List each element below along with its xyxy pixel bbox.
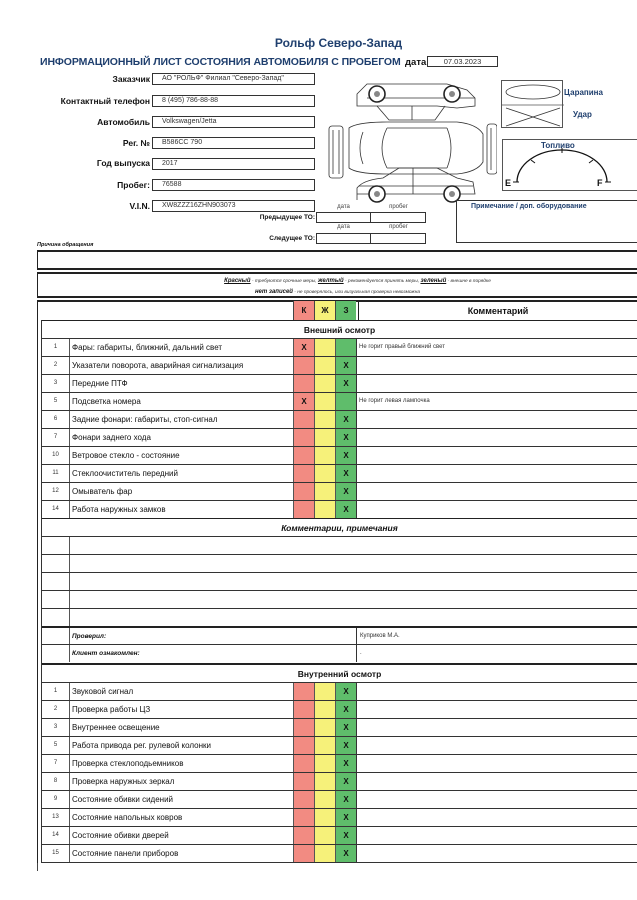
green-mark-cell[interactable]: X bbox=[335, 429, 356, 446]
client-ack-row bbox=[42, 644, 637, 662]
row-comment[interactable] bbox=[356, 845, 637, 862]
row-comment[interactable] bbox=[356, 357, 637, 374]
table-row bbox=[42, 446, 637, 464]
green-legend-label: зеленый bbox=[420, 278, 447, 284]
table-row bbox=[42, 826, 637, 844]
yellow-mark-cell[interactable] bbox=[314, 393, 335, 410]
scratch-label: Царапина bbox=[564, 88, 603, 97]
row-comment[interactable] bbox=[356, 429, 637, 446]
table-row bbox=[42, 844, 637, 862]
fuel-full-label: F bbox=[597, 178, 603, 188]
color-legend-line-2: нет записей - не проверялось, или визуальная проверка невозможна bbox=[254, 289, 421, 295]
green-mark-cell[interactable]: X bbox=[335, 447, 356, 464]
customer-field[interactable]: АО "РОЛЬФ" Филиал "Северо-Запад" bbox=[152, 73, 315, 85]
row-comment[interactable] bbox=[356, 447, 637, 464]
reg-number-label: Рег. № bbox=[122, 138, 150, 148]
check-item-name: Проверка стеклоподьемников bbox=[69, 755, 293, 772]
customer-label: Заказчик bbox=[112, 74, 150, 84]
red-mark-cell[interactable] bbox=[293, 375, 314, 392]
row-number: 7 bbox=[53, 434, 58, 440]
brand-title: Рольф Северо-Запад bbox=[274, 36, 403, 50]
client-ack-value[interactable]: . bbox=[356, 645, 637, 662]
red-mark-cell[interactable] bbox=[293, 465, 314, 482]
table-row bbox=[42, 464, 637, 482]
row-number: 11 bbox=[52, 470, 59, 476]
row-number: 2 bbox=[53, 706, 58, 712]
notes-label: Примечание / доп. оборудование bbox=[471, 203, 587, 210]
car-damage-diagram[interactable] bbox=[327, 76, 497, 204]
red-mark-cell[interactable] bbox=[293, 701, 314, 718]
col-header-yellow: Ж bbox=[314, 301, 335, 321]
row-number: 5 bbox=[53, 398, 58, 404]
green-mark-cell[interactable]: X bbox=[335, 737, 356, 754]
table-row bbox=[42, 338, 637, 356]
red-mark-cell[interactable]: X bbox=[293, 393, 314, 410]
row-comment[interactable] bbox=[356, 411, 637, 428]
row-number: 1 bbox=[53, 344, 58, 350]
check-item-name: Состояние напольных ковров bbox=[69, 809, 293, 826]
table-row bbox=[42, 482, 637, 500]
car-outline-icon bbox=[327, 76, 497, 204]
row-number: 7 bbox=[53, 760, 58, 766]
green-mark-cell[interactable]: X bbox=[335, 701, 356, 718]
date-field[interactable]: 07.03.2023 bbox=[427, 56, 498, 67]
next-date-caption: дата bbox=[337, 224, 350, 230]
red-mark-cell[interactable]: X bbox=[293, 339, 314, 356]
row-comment[interactable] bbox=[356, 773, 637, 790]
yellow-mark-cell[interactable] bbox=[314, 737, 335, 754]
comment-line[interactable] bbox=[42, 572, 637, 590]
check-item-name: Состояние обивки сидений bbox=[69, 791, 293, 808]
yellow-mark-cell[interactable] bbox=[314, 501, 335, 518]
checked-by-value[interactable]: Куприков М.А. bbox=[356, 628, 637, 644]
yellow-mark-cell[interactable] bbox=[314, 755, 335, 772]
red-mark-cell[interactable] bbox=[293, 827, 314, 844]
fuel-label: Топливо bbox=[541, 141, 575, 150]
check-item-name: Фонари заднего хода bbox=[69, 429, 293, 446]
table-row bbox=[42, 500, 637, 518]
check-item-name: Передние ПТФ bbox=[69, 375, 293, 392]
row-number: 1 bbox=[53, 688, 58, 694]
row-comment[interactable] bbox=[356, 755, 637, 772]
fuel-gauge-box[interactable] bbox=[502, 139, 637, 191]
yellow-mark-cell[interactable] bbox=[314, 465, 335, 482]
phone-label: Контактный телефон bbox=[60, 96, 150, 106]
table-row bbox=[42, 682, 637, 700]
row-comment[interactable] bbox=[356, 683, 637, 700]
green-mark-cell[interactable]: X bbox=[335, 501, 356, 518]
reason-field[interactable] bbox=[37, 250, 637, 270]
yellow-mark-cell[interactable] bbox=[314, 447, 335, 464]
yellow-mark-cell[interactable] bbox=[314, 429, 335, 446]
date-label: дата bbox=[405, 57, 427, 68]
green-mark-cell[interactable]: X bbox=[335, 809, 356, 826]
check-item-name: Состояние обивки дверей bbox=[69, 827, 293, 844]
checked-by-label: Проверил: bbox=[69, 628, 356, 644]
vin-label: V.I.N. bbox=[129, 201, 150, 211]
next-mileage-caption: пробег bbox=[389, 224, 408, 230]
year-field[interactable]: 2017 bbox=[152, 158, 315, 170]
green-mark-cell[interactable]: X bbox=[335, 791, 356, 808]
prev-to-mileage-field[interactable] bbox=[370, 212, 426, 223]
table-row bbox=[42, 392, 637, 410]
vin-field[interactable]: XW8ZZZ16ZHN903073 bbox=[152, 200, 315, 212]
col-header-red: К bbox=[293, 301, 314, 321]
table-header-row bbox=[38, 301, 637, 321]
dent-label: Удар bbox=[573, 110, 592, 119]
no-record-legend-label: нет записей bbox=[254, 289, 293, 295]
yellow-mark-cell[interactable] bbox=[314, 719, 335, 736]
green-mark-cell[interactable]: X bbox=[335, 755, 356, 772]
row-number: 14 bbox=[52, 506, 59, 512]
next-to-label: Следущее ТО: bbox=[269, 235, 315, 242]
page-margin-line bbox=[37, 863, 38, 871]
green-mark-cell[interactable] bbox=[335, 393, 356, 410]
green-mark-cell[interactable]: X bbox=[335, 827, 356, 844]
green-mark-cell[interactable]: X bbox=[335, 411, 356, 428]
green-mark-cell[interactable]: X bbox=[335, 845, 356, 862]
row-number: 15 bbox=[52, 850, 59, 856]
row-comment[interactable] bbox=[356, 501, 637, 518]
yellow-mark-cell[interactable] bbox=[314, 375, 335, 392]
red-legend-label: Красный bbox=[224, 278, 251, 284]
red-mark-cell[interactable] bbox=[293, 411, 314, 428]
comment-line[interactable] bbox=[42, 590, 637, 608]
row-comment[interactable] bbox=[356, 827, 637, 844]
damage-legend-box bbox=[501, 80, 563, 128]
comment-line[interactable] bbox=[42, 536, 637, 554]
row-number: 12 bbox=[52, 488, 59, 494]
row-comment[interactable] bbox=[356, 791, 637, 808]
red-mark-cell[interactable] bbox=[293, 429, 314, 446]
green-mark-cell[interactable]: X bbox=[335, 357, 356, 374]
next-to-mileage-field[interactable] bbox=[370, 233, 426, 244]
reg-number-field[interactable]: В586СС 790 bbox=[152, 137, 315, 149]
table-row bbox=[42, 356, 637, 374]
row-number: 14 bbox=[52, 832, 59, 838]
table-row bbox=[42, 374, 637, 392]
check-item-name: Проверка работы ЦЗ bbox=[69, 701, 293, 718]
red-mark-cell[interactable] bbox=[293, 773, 314, 790]
red-mark-cell[interactable] bbox=[293, 501, 314, 518]
mileage-label: Пробег: bbox=[117, 180, 150, 190]
red-mark-cell[interactable] bbox=[293, 755, 314, 772]
color-legend-line-1: Красный - требуются срочные меры, желтый - рекомендуется принять меры, зеленый - внешне в порядке bbox=[224, 278, 491, 284]
check-item-name: Работа привода рег. рулевой колонки bbox=[69, 737, 293, 754]
table-row bbox=[42, 410, 637, 428]
color-legend bbox=[37, 272, 637, 298]
prev-to-date-field[interactable] bbox=[316, 212, 371, 223]
prev-date-caption: дата bbox=[337, 204, 350, 210]
next-to-date-field[interactable] bbox=[316, 233, 371, 244]
row-number: 3 bbox=[53, 724, 58, 730]
exterior-section-title: Внешний осмотр bbox=[42, 320, 637, 338]
yellow-mark-cell[interactable] bbox=[314, 773, 335, 790]
client-ack-label: Клиент ознакомлен: bbox=[69, 645, 356, 662]
fuel-empty-label: E bbox=[505, 178, 512, 188]
comments-section-title: Комментарии, примечания bbox=[42, 518, 637, 536]
check-item-name: Задние фонари: габариты, стоп-сигнал bbox=[69, 411, 293, 428]
row-number: 8 bbox=[53, 778, 58, 784]
red-mark-cell[interactable] bbox=[293, 447, 314, 464]
check-item-name: Фары: габариты, ближний, дальний свет bbox=[69, 339, 293, 356]
comment-line[interactable] bbox=[42, 554, 637, 572]
red-mark-cell[interactable] bbox=[293, 719, 314, 736]
green-mark-cell[interactable]: X bbox=[335, 465, 356, 482]
row-number: 2 bbox=[53, 362, 58, 368]
table-row bbox=[42, 718, 637, 736]
table-row bbox=[42, 772, 637, 790]
table-row bbox=[42, 790, 637, 808]
page-title: ИНФОРМАЦИОННЫЙ ЛИСТ СОСТОЯНИЯ АВТОМОБИЛЯ С ПРОБЕГОМ bbox=[40, 56, 401, 68]
yellow-mark-cell[interactable] bbox=[314, 791, 335, 808]
prev-to-label: Предыдущее ТО: bbox=[259, 214, 315, 221]
row-comment[interactable] bbox=[356, 701, 637, 718]
check-item-name: Работа наружных замков bbox=[69, 501, 293, 518]
green-mark-cell[interactable]: X bbox=[335, 483, 356, 500]
red-mark-cell[interactable] bbox=[293, 809, 314, 826]
yellow-legend-label: желтый bbox=[317, 278, 344, 284]
row-comment[interactable]: Не горит правый ближний свет bbox=[356, 339, 637, 356]
green-mark-cell[interactable]: X bbox=[335, 375, 356, 392]
check-item-name: Стеклоочиститель передний bbox=[69, 465, 293, 482]
yellow-mark-cell[interactable] bbox=[314, 845, 335, 862]
green-mark-cell[interactable] bbox=[335, 339, 356, 356]
check-item-name: Указатели поворота, аварийная сигнализация bbox=[69, 357, 293, 374]
row-comment[interactable] bbox=[356, 465, 637, 482]
red-mark-cell[interactable] bbox=[293, 791, 314, 808]
fuel-gauge-icon bbox=[503, 140, 637, 192]
table-row bbox=[42, 700, 637, 718]
row-number: 3 bbox=[53, 380, 58, 386]
dent-symbol-icon bbox=[506, 108, 560, 126]
red-mark-cell[interactable] bbox=[293, 683, 314, 700]
year-label: Год выпуска bbox=[96, 158, 150, 168]
check-item-name: Проверка наружных зеркал bbox=[69, 773, 293, 790]
red-mark-cell[interactable] bbox=[293, 737, 314, 754]
col-header-green: З bbox=[335, 301, 356, 321]
row-number: 9 bbox=[53, 796, 58, 802]
row-comment[interactable] bbox=[356, 483, 637, 500]
notes-box[interactable] bbox=[456, 200, 637, 243]
table-row bbox=[42, 736, 637, 754]
yellow-mark-cell[interactable] bbox=[314, 357, 335, 374]
check-item-name: Состояние панели приборов bbox=[69, 845, 293, 862]
row-comment[interactable] bbox=[356, 737, 637, 754]
mileage-field[interactable]: 76588 bbox=[152, 179, 315, 191]
yellow-mark-cell[interactable] bbox=[314, 683, 335, 700]
row-number: 13 bbox=[52, 814, 59, 820]
row-comment[interactable] bbox=[356, 809, 637, 826]
reason-label: Причина обращения bbox=[37, 242, 94, 248]
red-mark-cell[interactable] bbox=[293, 845, 314, 862]
phone-field[interactable]: 8 (495) 786-88-88 bbox=[152, 95, 315, 107]
yellow-mark-cell[interactable] bbox=[314, 411, 335, 428]
check-item-name: Подсветка номера bbox=[69, 393, 293, 410]
yellow-mark-cell[interactable] bbox=[314, 339, 335, 356]
car-label: Автомобиль bbox=[97, 117, 150, 127]
scratch-symbol-icon bbox=[506, 85, 560, 99]
row-comment[interactable] bbox=[356, 375, 637, 392]
checked-by-row bbox=[42, 626, 637, 644]
check-item-name: Внутреннее освещение bbox=[69, 719, 293, 736]
red-mark-cell[interactable] bbox=[293, 483, 314, 500]
interior-section-title: Внутренний осмотр bbox=[42, 663, 637, 681]
car-field[interactable]: Volkswagen/Jetta bbox=[152, 116, 315, 128]
yellow-mark-cell[interactable] bbox=[314, 827, 335, 844]
row-comment[interactable]: Не горит левая лампочка bbox=[356, 393, 637, 410]
red-mark-cell[interactable] bbox=[293, 357, 314, 374]
check-item-name: Звуковой сигнал bbox=[69, 683, 293, 700]
table-bottom-border bbox=[41, 862, 637, 863]
yellow-mark-cell[interactable] bbox=[314, 809, 335, 826]
prev-mileage-caption: пробег bbox=[389, 204, 408, 210]
comment-line[interactable] bbox=[42, 608, 637, 626]
row-number: 6 bbox=[53, 416, 58, 422]
yellow-mark-cell[interactable] bbox=[314, 483, 335, 500]
table-row bbox=[42, 428, 637, 446]
yellow-mark-cell[interactable] bbox=[314, 701, 335, 718]
check-item-name: Ветровое стекло - состояние bbox=[69, 447, 293, 464]
green-mark-cell[interactable]: X bbox=[335, 683, 356, 700]
green-mark-cell[interactable]: X bbox=[335, 773, 356, 790]
row-number: 5 bbox=[53, 742, 58, 748]
green-mark-cell[interactable]: X bbox=[335, 719, 356, 736]
table-row bbox=[42, 808, 637, 826]
table-row bbox=[42, 754, 637, 772]
row-comment[interactable] bbox=[356, 719, 637, 736]
row-number: 10 bbox=[52, 452, 59, 458]
col-header-comment: Комментарий bbox=[358, 301, 637, 321]
check-item-name: Омыватель фар bbox=[69, 483, 293, 500]
